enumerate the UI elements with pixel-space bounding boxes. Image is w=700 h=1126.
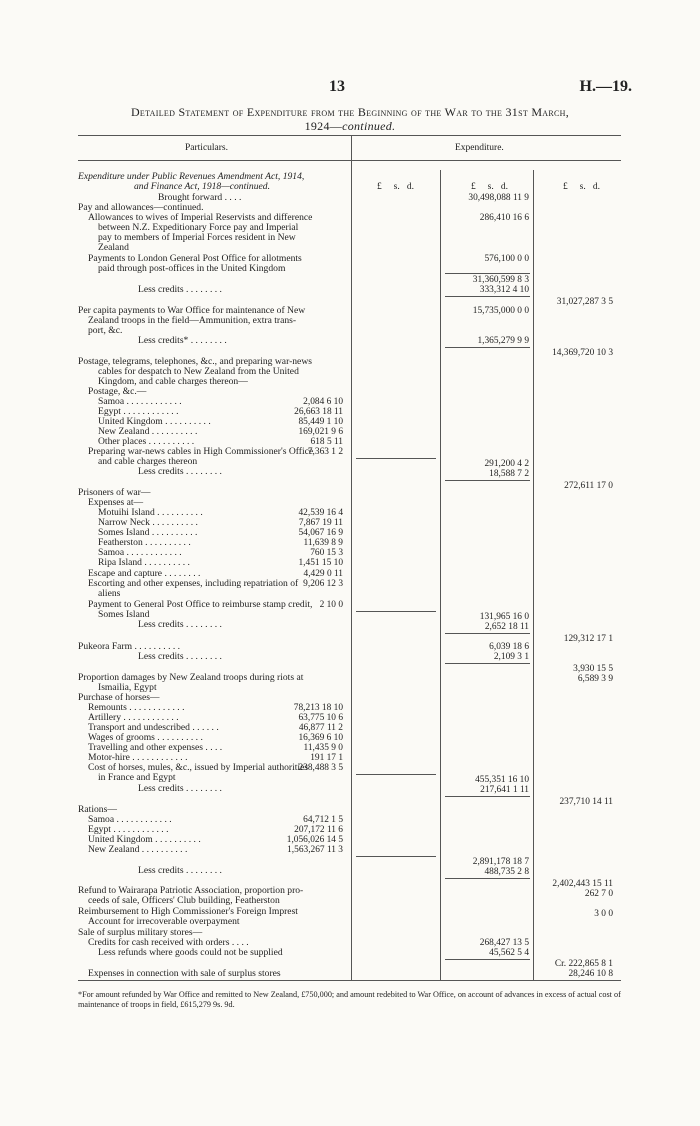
particulars-line: Per capita payments to War Office for maintenance of New <box>78 305 306 316</box>
particulars-line: paid through post-offices in the United Kingdom <box>98 263 286 274</box>
amount-cell: 2 10 0 <box>319 600 343 610</box>
amount-cell: 238,488 3 5 <box>298 763 343 773</box>
amount-cell: 42,539 16 4 <box>298 508 343 518</box>
amount-cell: 129,312 17 1 <box>563 634 613 644</box>
amount-cell: 26,663 18 11 <box>294 407 343 417</box>
amount-cell: 9,206 12 3 <box>303 579 343 589</box>
particulars-line: Cost of horses, mules, &c., issued by Imperial authorities <box>88 762 309 773</box>
particulars-line: Postage, &c.— <box>88 386 147 397</box>
particulars-line: Featherston . . . . . . . . . . <box>98 537 191 548</box>
column-rule <box>533 170 534 980</box>
particulars-line: Motor-hire . . . . . . . . . . . . <box>88 752 188 763</box>
statement-title: Detailed Statement of Expenditure from the Beginning of the War to the 31st March, <box>130 105 570 119</box>
column-heading-expenditure: Expenditure. <box>455 143 504 153</box>
subtotal-rule <box>445 633 530 634</box>
amount-cell: 2,084 6 10 <box>303 397 343 407</box>
amount-cell: 4,429 0 11 <box>303 569 343 579</box>
less-credits-line: Less credits . . . . . . . . <box>138 865 222 876</box>
subtotal-rule <box>356 856 436 857</box>
section-heading: Expenditure under Public Revenues Amendment Act, 1914, <box>78 171 305 182</box>
amount-cell: 272,611 17 0 <box>564 481 613 491</box>
amount-cell: 11,435 9 0 <box>303 743 343 753</box>
particulars-line: Allowances to wives of Imperial Reservists and difference <box>88 212 313 223</box>
amount-cell: 63,775 10 6 <box>298 713 343 723</box>
amount-cell: 45,562 5 4 <box>489 948 529 958</box>
amount-cell: 217,641 1 11 <box>480 785 529 795</box>
particulars-line: Postage, telegrams, telephones, &c., and preparing war-news <box>78 356 312 367</box>
particulars-line: Motuihi Island . . . . . . . . . . <box>98 507 203 518</box>
amount-cell: 85,449 1 10 <box>298 417 343 427</box>
particulars-line: Expenses at— <box>88 497 144 508</box>
amount-cell: 191 17 1 <box>310 753 343 763</box>
amount-cell: 286,410 16 6 <box>479 213 529 223</box>
particulars-line: Ismailia, Egypt <box>98 682 157 693</box>
particulars-line: Transport and undescribed . . . . . . <box>88 722 219 733</box>
amount-cell: 11,639 8 9 <box>303 538 343 548</box>
amount-cell: 268,427 13 5 <box>479 938 529 948</box>
particulars-line: pay to members of Imperial Forces resident in New <box>98 232 296 243</box>
amount-cell: 7,867 19 11 <box>298 518 343 528</box>
particulars-line: United Kingdom . . . . . . . . . . <box>88 834 201 845</box>
currency-heading-1: £ s. d. <box>377 182 414 192</box>
particulars-line: port, &c. <box>88 325 123 336</box>
subtotal-rule <box>356 458 436 459</box>
particulars-line: Narrow Neck . . . . . . . . . . <box>98 517 198 528</box>
particulars-line: Proportion damages by New Zealand troops during riots at <box>78 672 304 683</box>
page-number: 13 <box>329 78 345 95</box>
subtotal-rule <box>445 480 530 481</box>
particulars-line: Egypt . . . . . . . . . . . . <box>98 406 179 417</box>
amount-cell: 576,100 0 0 <box>484 254 529 264</box>
particulars-line: Reimbursement to High Commissioner's Foreign Imprest <box>78 906 298 917</box>
particulars-line: Kingdom, and cable charges thereon— <box>98 376 248 387</box>
amount-cell: 1,056,026 14 5 <box>286 835 343 845</box>
particulars-line: Artillery . . . . . . . . . . . . <box>88 712 179 723</box>
subtotal-rule <box>445 296 530 297</box>
particulars-line: Zealand troops in the field—Ammunition, extra trans- <box>88 315 297 326</box>
subtotal-rule <box>445 878 530 879</box>
amount-cell: 54,067 16 9 <box>298 528 343 538</box>
amount-cell: 7,363 1 2 <box>307 447 343 457</box>
amount-cell: 2,402,443 15 11 <box>552 879 613 889</box>
amount-cell: 64,712 1 5 <box>303 815 343 825</box>
amount-cell: 760 15 3 <box>310 548 343 558</box>
amount-cell: 1,451 15 10 <box>298 558 343 568</box>
amount-cell: 18,588 7 2 <box>489 469 529 479</box>
particulars-line: Pukeora Farm . . . . . . . . . . <box>78 641 181 652</box>
particulars-line: Ripa Island . . . . . . . . . . <box>98 557 190 568</box>
amount-cell: 31,027,287 3 5 <box>556 297 613 307</box>
particulars-line: Other places . . . . . . . . . . <box>98 436 195 447</box>
particulars-line: United Kingdom . . . . . . . . . . <box>98 416 211 427</box>
particulars-line: Less refunds where goods could not be supplied <box>98 947 283 958</box>
less-credits-line: Less credits . . . . . . . . <box>138 466 222 477</box>
particulars-line: and cable charges thereon <box>98 456 198 467</box>
amount-cell: 262 7 0 <box>584 889 613 899</box>
subtotal-rule <box>445 959 530 960</box>
particulars-line: Brought forward . . . . <box>158 192 242 203</box>
particulars-line: Samoa . . . . . . . . . . . . <box>88 814 172 825</box>
subtotal-rule <box>356 611 436 612</box>
less-credits-line: Less credits . . . . . . . . <box>138 651 222 662</box>
heading-rule <box>78 160 621 161</box>
particulars-line: Samoa . . . . . . . . . . . . <box>98 547 182 558</box>
particulars-line: Sale of surplus military stores— <box>78 927 203 938</box>
particulars-line: Wages of grooms . . . . . . . . . . <box>88 732 203 743</box>
particulars-line: Pay and allowances—continued. <box>78 202 204 213</box>
amount-cell: 14,369,720 10 3 <box>552 348 613 358</box>
particulars-line: Payment to General Post Office to reimburse stamp credit, <box>88 599 313 610</box>
amount-cell: 333,312 4 10 <box>479 285 529 295</box>
subtotal-rule <box>445 796 530 797</box>
amount-cell: 488,735 2 8 <box>484 867 529 877</box>
amount-cell: 1,365,279 9 9 <box>477 336 529 346</box>
subtotal-rule <box>445 663 530 664</box>
less-credits-line: Less credits . . . . . . . . <box>138 284 222 295</box>
particulars-line: Expenses in connection with sale of surplus stores <box>88 968 281 979</box>
particulars-line: Egypt . . . . . . . . . . . . <box>88 824 169 835</box>
amount-cell: 15,735,000 0 0 <box>472 306 529 316</box>
particulars-line: Remounts . . . . . . . . . . . . <box>88 702 185 713</box>
amount-cell: 6,039 18 6 <box>489 642 529 652</box>
document-reference: H.—19. <box>579 78 632 95</box>
particulars-line: Refund to Wairarapa Patriotic Association, proportion pro- <box>78 885 304 896</box>
top-rule <box>78 135 621 136</box>
particulars-line: Zealand <box>98 242 129 253</box>
amount-cell: 31,360,599 8 3 <box>472 275 529 285</box>
amount-cell: 1,563,267 11 3 <box>287 845 343 855</box>
currency-heading-2: £ s. d. <box>471 182 508 192</box>
statement-title-line2: 1924—continued. <box>304 119 396 133</box>
particulars-line: Purchase of horses— <box>78 692 160 703</box>
amount-cell: 237,710 14 11 <box>559 797 613 807</box>
particulars-line: New Zealand . . . . . . . . . . <box>88 844 188 855</box>
particulars-line: between N.Z. Expeditionary Force pay and Imperial <box>98 222 299 233</box>
amount-cell: Cr. 222,865 8 1 <box>554 959 613 969</box>
amount-cell: 2,109 3 1 <box>493 652 529 662</box>
particulars-line: in France and Egypt <box>98 772 176 783</box>
amount-cell: 28,246 10 8 <box>568 969 613 979</box>
amount-cell: 455,351 16 10 <box>475 775 529 785</box>
particulars-line: ceeds of sale, Officers' Club building, Featherston <box>88 895 280 906</box>
particulars-line: Payments to London General Post Office for allotments <box>88 253 302 264</box>
amount-cell: 3,930 15 5 <box>573 664 613 674</box>
amount-cell: 3 0 0 <box>594 909 613 919</box>
particulars-line: Preparing war-news cables in High Commissioner's Office <box>88 446 314 457</box>
amount-cell: 291,200 4 2 <box>484 459 529 469</box>
less-credits-line: Less credits . . . . . . . . <box>138 619 222 630</box>
amount-cell: 169,021 9 6 <box>298 427 343 437</box>
amount-cell: 46,877 11 2 <box>298 723 343 733</box>
particulars-line: cables for despatch to New Zealand from the United <box>98 366 299 377</box>
amount-cell: 78,213 18 10 <box>293 703 343 713</box>
particulars-line: Escorting and other expenses, including repatriation of <box>88 578 299 589</box>
particulars-line: aliens <box>98 588 121 599</box>
particulars-line: Prisoners of war— <box>78 487 151 498</box>
column-rule <box>440 170 441 980</box>
less-credits-line: Less credits* . . . . . . . . <box>138 335 227 346</box>
less-credits-line: Less credits . . . . . . . . <box>138 783 222 794</box>
particulars-line: New Zealand . . . . . . . . . . <box>98 426 198 437</box>
bottom-rule <box>78 980 621 981</box>
particulars-line: Credits for cash received with orders . . . . <box>88 937 249 948</box>
footnote: *For amount refunded by War Office and remitted to New Zealand, £750,000; and amount redebited to War Office, on account of advances in excess of actual cost of maintenance of troops in field, £615,279 9s. 9d. <box>78 990 621 1009</box>
subtotal-rule <box>445 273 530 274</box>
particulars-line: Samoa . . . . . . . . . . . . <box>98 396 182 407</box>
amount-cell: 16,369 6 10 <box>298 733 343 743</box>
subtotal-rule <box>356 774 436 775</box>
amount-cell: 131,965 16 0 <box>479 612 529 622</box>
column-rule <box>351 135 352 980</box>
subtotal-rule <box>445 347 530 348</box>
amount-cell: 2,652 18 11 <box>484 622 529 632</box>
amount-cell: 207,172 11 6 <box>294 825 343 835</box>
particulars-line: Somes Island . . . . . . . . . . <box>98 527 198 538</box>
particulars-line: Travelling and other expenses . . . . <box>88 742 223 753</box>
amount-cell: 618 5 11 <box>310 437 343 447</box>
particulars-line: Rations— <box>78 804 117 815</box>
particulars-line: Account for irrecoverable overpayment <box>88 916 240 927</box>
amount-cell: 30,498,088 11 9 <box>468 193 529 203</box>
particulars-line: Somes Island <box>98 609 150 620</box>
amount-cell: 2,891,178 18 7 <box>472 857 529 867</box>
amount-cell: 6,589 3 9 <box>577 674 613 684</box>
particulars-line: Escape and capture . . . . . . . . <box>88 568 201 579</box>
column-heading-particulars: Particulars. <box>185 143 229 153</box>
currency-heading-3: £ s. d. <box>563 182 600 192</box>
section-heading: and Finance Act, 1918—continued. <box>134 181 270 192</box>
